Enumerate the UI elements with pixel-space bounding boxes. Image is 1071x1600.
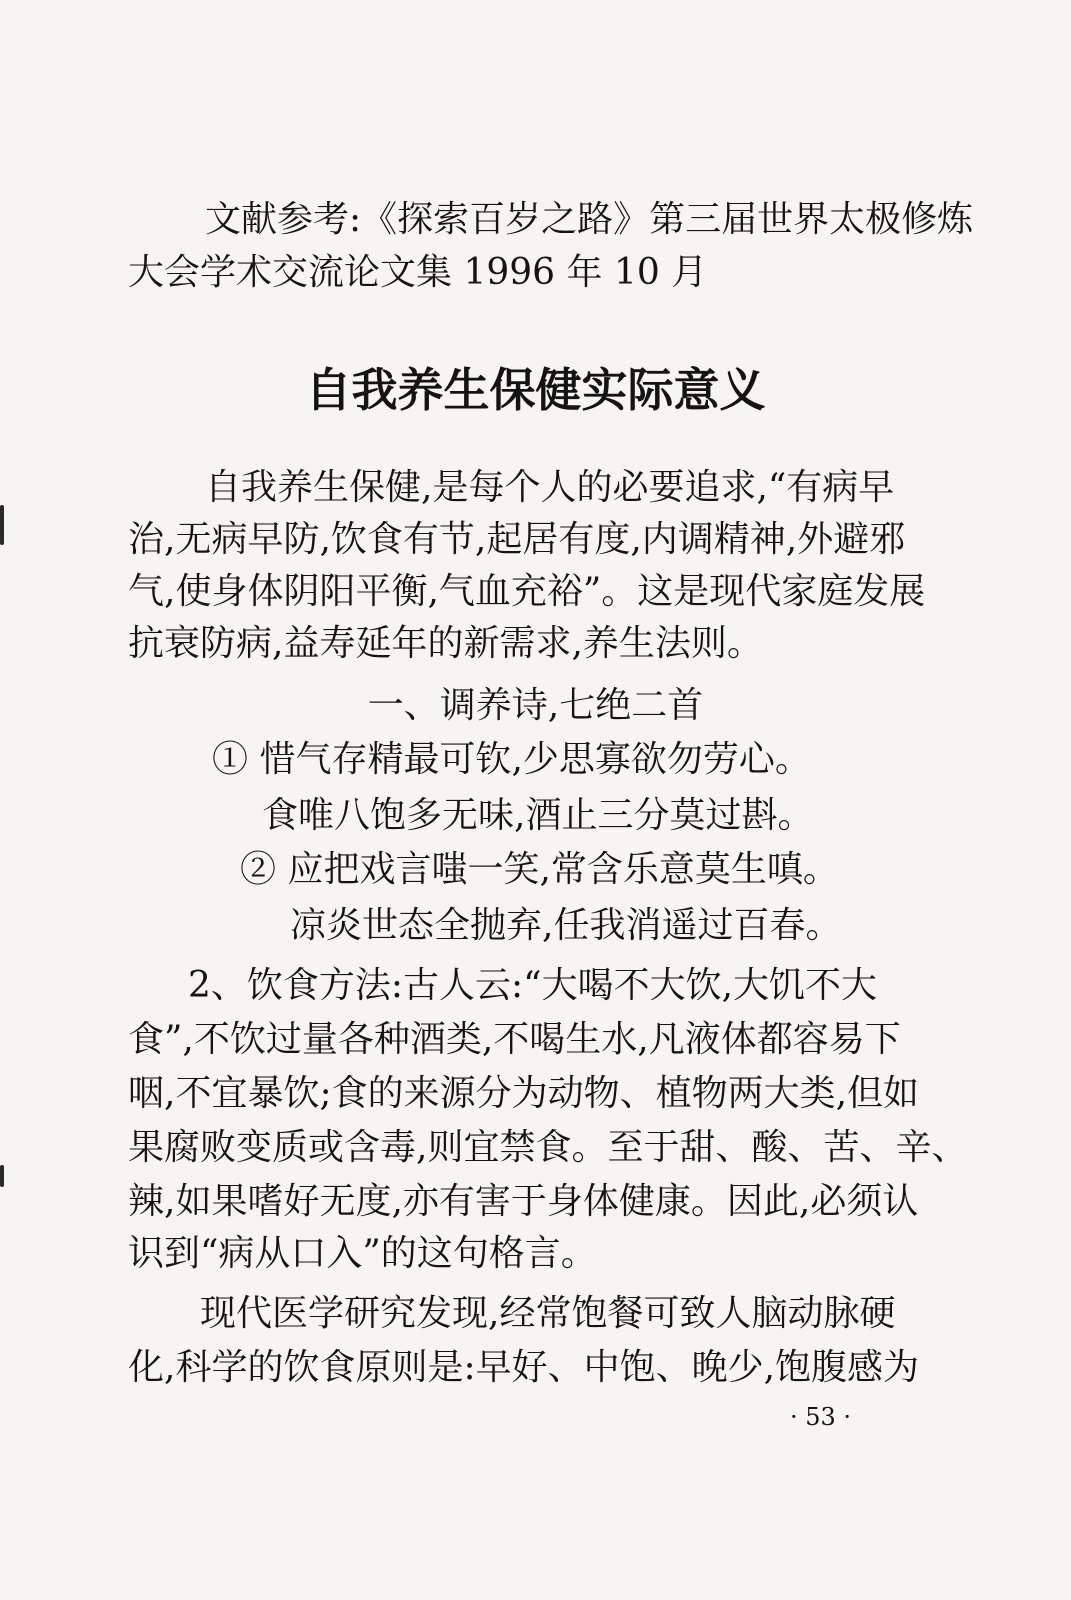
paragraph-line: 自我养生保健,是每个人的必要追求,“有病早 bbox=[205, 467, 895, 508]
poem-line: ① 惜气存精最可钦,少思寡欲勿劳心。 bbox=[212, 739, 811, 780]
page-number: · 53 · bbox=[790, 1403, 852, 1431]
paragraph-line: 果腐败变质或含毒,则宜禁食。至于甜、酸、苦、辛、 bbox=[128, 1127, 968, 1168]
poem-line: 食唯八饱多无味,酒止三分莫过斟。 bbox=[262, 795, 814, 836]
paragraph-line: 化,科学的饮食原则是:早好、中饱、晚少,饱腹感为 bbox=[128, 1347, 920, 1388]
scan-edge-mark bbox=[0, 505, 4, 545]
paragraph-line: 治,无病早防,饮食有节,起居有度,内调精神,外避邪 bbox=[128, 519, 906, 560]
scan-edge-mark bbox=[0, 1165, 4, 1187]
poem-line: ② 应把戏言嗤一笑,常含乐意莫生嗔。 bbox=[240, 849, 839, 890]
paragraph-line: 辣,如果嗜好无度,亦有害于身体健康。因此,必须认 bbox=[128, 1181, 919, 1222]
reference-line-2: 大会学术交流论文集 1996 年 10 月 bbox=[128, 252, 708, 293]
poem-line: 凉炎世态全抛弃,任我消遥过百春。 bbox=[290, 905, 842, 946]
subsection-heading: 一、调养诗,七绝二首 bbox=[367, 685, 704, 726]
paragraph-line: 识到“病从口入”的这句格言。 bbox=[128, 1233, 597, 1274]
paragraph-line: 2、饮食方法:古人云:“大喝不大饮,大饥不大 bbox=[188, 965, 878, 1006]
paragraph-line: 抗衰防病,益寿延年的新需求,养生法则。 bbox=[128, 623, 763, 664]
paragraph-line: 现代医学研究发现,经常饱餐可致人脑动脉硬 bbox=[200, 1293, 896, 1334]
reference-line-1: 文献参考:《探索百岁之路》第三届世界太极修炼 bbox=[205, 199, 974, 240]
paragraph-line: 气,使身体阴阳平衡,气血充裕”。这是现代家庭发展 bbox=[128, 571, 926, 612]
paragraph-line: 咽,不宜暴饮;食的来源分为动物、植物两大类,但如 bbox=[128, 1073, 920, 1114]
section-title: 自我养生保健实际意义 bbox=[305, 363, 766, 417]
paragraph-line: 食”,不饮过量各种酒类,不喝生水,凡液体都容易下 bbox=[128, 1019, 901, 1060]
